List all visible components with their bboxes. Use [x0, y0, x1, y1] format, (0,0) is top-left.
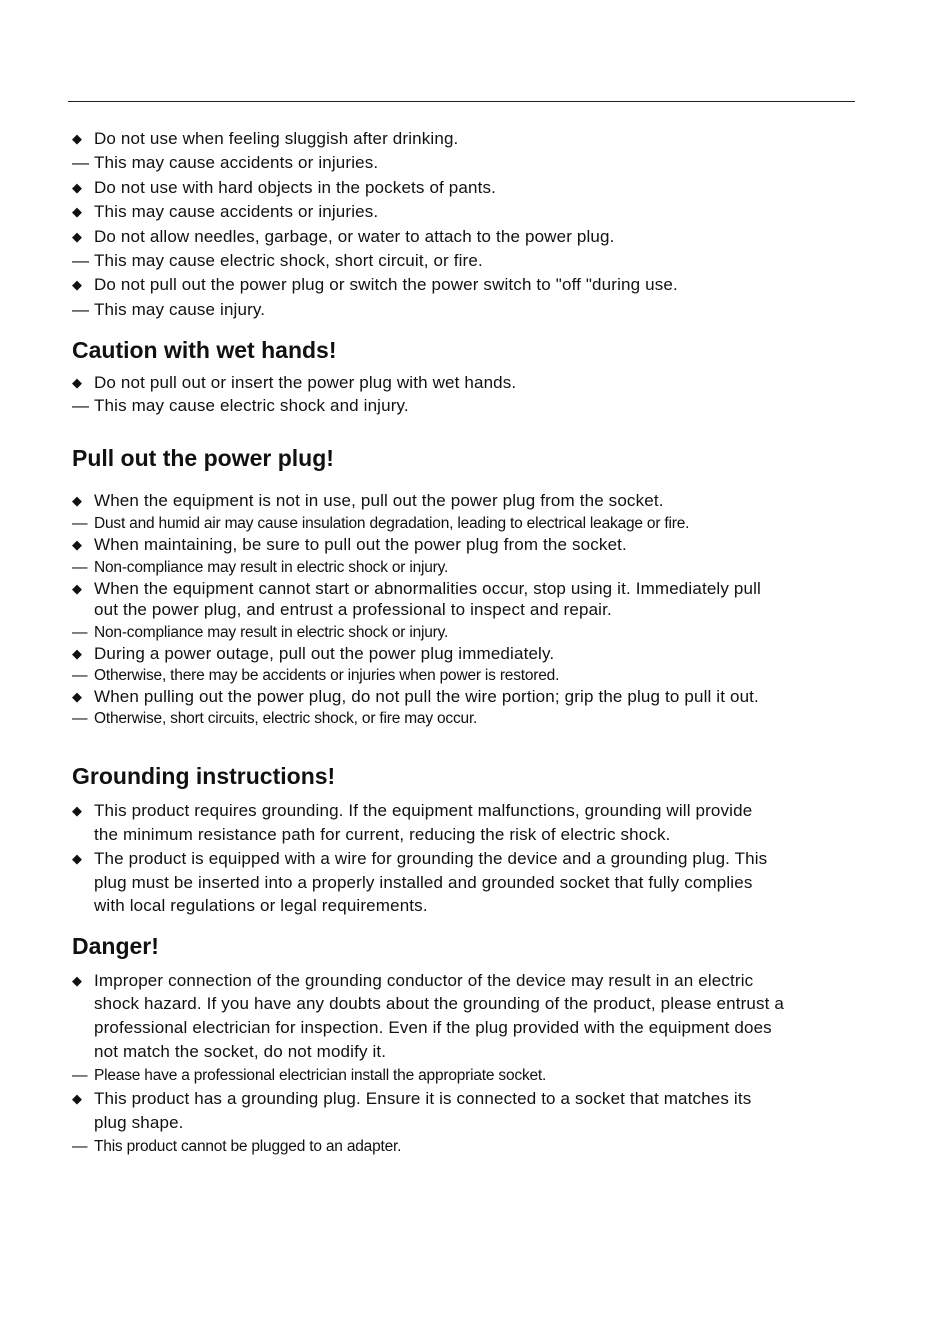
section-heading-danger: Danger!: [72, 933, 159, 959]
list-item: ◆ The product is equipped with a wire for grounding the device and a grounding plug. This: [72, 847, 767, 872]
list-item: — Non-compliance may result in electric shock or injury.: [72, 621, 448, 645]
dash-marker: —: [72, 300, 90, 319]
bullet-diamond-icon: ◆: [72, 1091, 83, 1106]
list-item: — This product cannot be plugged to an adapter.: [72, 1135, 401, 1159]
dash-marker: —: [72, 396, 90, 415]
list-item-continuation: plug shape.: [94, 1113, 184, 1132]
bullet-diamond-icon: ◆: [72, 493, 83, 508]
bullet-diamond-icon: ◆: [72, 803, 83, 818]
list-item: ◆ Do not pull out the power plug or switch the power switch to "off "during use.: [72, 273, 678, 298]
dash-marker: —: [72, 667, 88, 684]
list-item: ◆ When the equipment cannot start or abnormalities occur, stop using it. Immediately pull: [72, 577, 761, 602]
top-rule: [68, 101, 855, 102]
list-item: — Otherwise, there may be accidents or injuries when power is restored.: [72, 664, 559, 688]
list-item: ◆ During a power outage, pull out the power plug immediately.: [72, 642, 554, 667]
section-heading-caution: Caution with wet hands!: [72, 337, 337, 363]
list-item: — This may cause accidents or injuries.: [72, 151, 378, 175]
list-item: — Please have a professional electrician install the appropriate socket.: [72, 1064, 546, 1088]
bullet-diamond-icon: ◆: [72, 204, 83, 219]
dash-marker: —: [72, 515, 88, 532]
bullet-diamond-icon: ◆: [72, 851, 83, 866]
list-item: ◆ This product has a grounding plug. Ensure it is connected to a socket that matches its: [72, 1087, 751, 1112]
list-item: ◆ When pulling out the power plug, do not pull the wire portion; grip the plug to pull it out.: [72, 685, 759, 710]
dash-marker: —: [72, 153, 90, 172]
bullet-diamond-icon: ◆: [72, 581, 83, 596]
list-item: ◆ Do not use with hard objects in the pockets of pants.: [72, 176, 496, 201]
list-item: — This may cause electric shock, short circuit, or fire.: [72, 249, 483, 273]
bullet-diamond-icon: ◆: [72, 180, 83, 195]
bullet-diamond-icon: ◆: [72, 973, 83, 988]
list-item-continuation: the minimum resistance path for current, reducing the risk of electric shock.: [94, 825, 671, 844]
dash-marker: —: [72, 710, 88, 727]
list-item-continuation: out the power plug, and entrust a professional to inspect and repair.: [94, 600, 612, 619]
section-heading-pull-out: Pull out the power plug!: [72, 445, 334, 471]
list-item: — This may cause electric shock and injury.: [72, 394, 409, 418]
list-item: ◆ Improper connection of the grounding conductor of the device may result in an electric: [72, 969, 753, 994]
list-item: — Otherwise, short circuits, electric shock, or fire may occur.: [72, 707, 477, 731]
bullet-diamond-icon: ◆: [72, 229, 83, 244]
list-item-continuation: not match the socket, do not modify it.: [94, 1042, 387, 1061]
bullet-diamond-icon: ◆: [72, 689, 83, 704]
list-item: ◆ Do not allow needles, garbage, or water to attach to the power plug.: [72, 225, 615, 250]
list-item-continuation: with local regulations or legal requirements.: [94, 896, 428, 915]
dash-marker: —: [72, 559, 88, 576]
list-item: — This may cause injury.: [72, 298, 265, 322]
list-item: — Dust and humid air may cause insulation degradation, leading to electrical leakage or fire.: [72, 512, 689, 536]
bullet-diamond-icon: ◆: [72, 646, 83, 661]
dash-marker: —: [72, 251, 90, 270]
dash-marker: —: [72, 1067, 88, 1084]
list-item: ◆ This product requires grounding. If the equipment malfunctions, grounding will provide: [72, 799, 752, 824]
list-item-continuation: shock hazard. If you have any doubts about the grounding of the product, please entrust a: [94, 994, 785, 1013]
bullet-diamond-icon: ◆: [72, 277, 83, 292]
list-item-continuation: plug must be inserted into a properly installed and grounded socket that fully complies: [94, 873, 753, 892]
list-item: ◆ Do not pull out or insert the power plug with wet hands.: [72, 371, 516, 396]
bullet-diamond-icon: ◆: [72, 131, 83, 146]
list-item: ◆ This may cause accidents or injuries.: [72, 200, 378, 225]
bullet-diamond-icon: ◆: [72, 537, 83, 552]
dash-marker: —: [72, 624, 88, 641]
list-item: ◆ When maintaining, be sure to pull out the power plug from the socket.: [72, 533, 627, 558]
list-item: — Non-compliance may result in electric shock or injury.: [72, 556, 448, 580]
list-item: ◆ Do not use when feeling sluggish after drinking.: [72, 127, 458, 152]
dash-marker: —: [72, 1138, 88, 1155]
list-item-continuation: professional electrician for inspection. Even if the plug provided with the equipment does: [94, 1018, 772, 1037]
section-heading-grounding: Grounding instructions!: [72, 763, 336, 789]
list-item: ◆ When the equipment is not in use, pull out the power plug from the socket.: [72, 489, 664, 514]
bullet-diamond-icon: ◆: [72, 375, 83, 390]
